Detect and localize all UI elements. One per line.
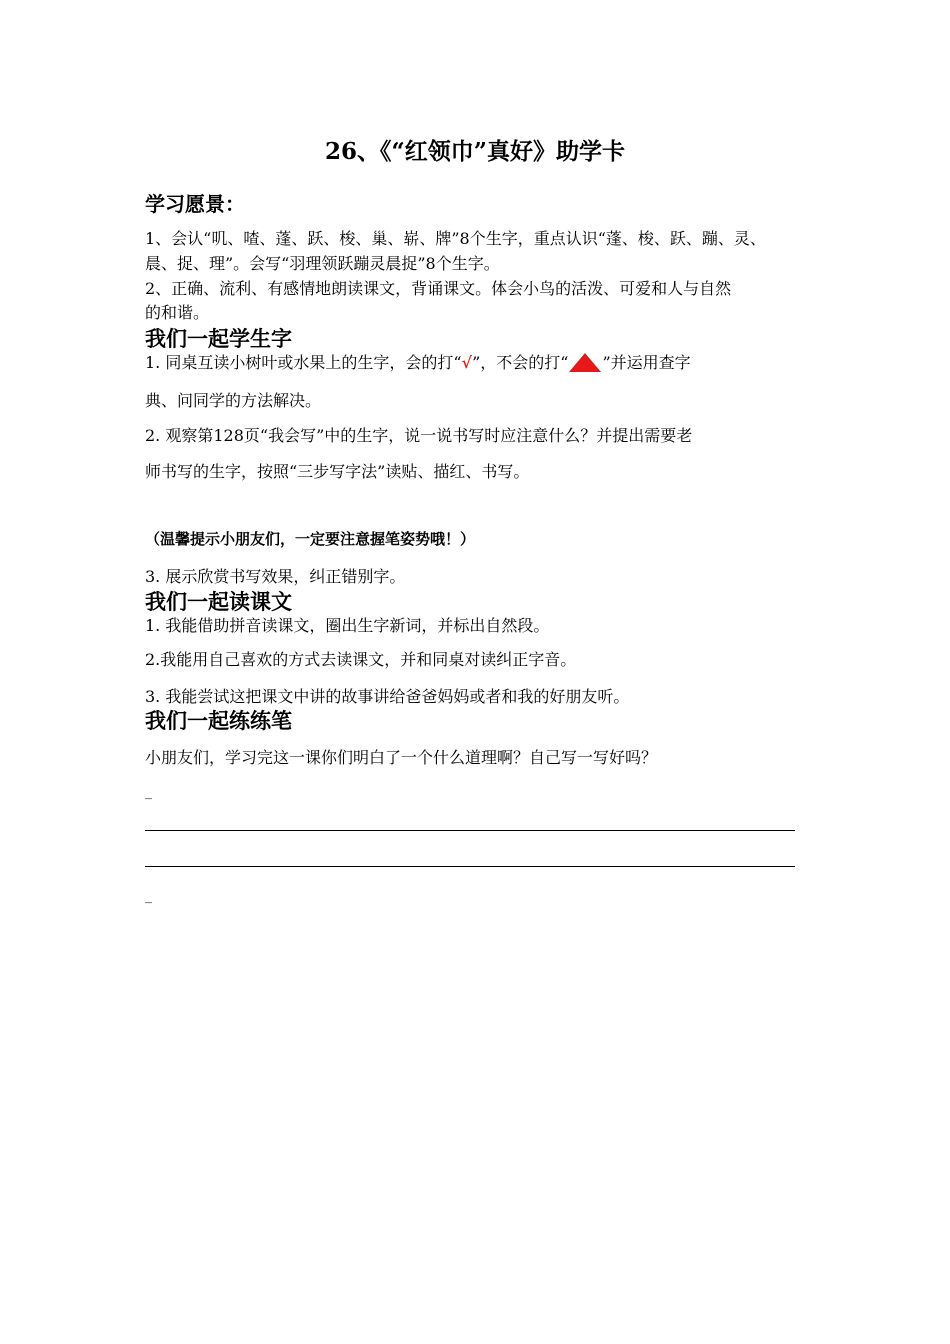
learn-item-2-line-2: 师书写的生字，按照“三步写字法”读贴、描红、书写。 <box>145 462 530 481</box>
page-title: 26、《“红领巾”真好》助学卡 <box>325 138 625 165</box>
read-item-3: 3. 我能尝试这把课文中讲的故事讲给爸爸妈妈或者和我的好朋友听。 <box>145 687 630 706</box>
check-mark-icon: √ <box>461 353 473 372</box>
goals-line-4: 的和谐。 <box>145 303 210 322</box>
red-triangle-icon <box>568 351 602 373</box>
read-heading: 我们一起读课文 <box>145 590 292 614</box>
goals-line-2: 晨、捉、理”。会写“羽理领跃蹦灵晨捉”8个生字。 <box>145 254 500 273</box>
blank-dash-bottom: _ <box>145 888 152 904</box>
learn-item-1-part-a: 1. 同桌互读小树叶或水果上的生字，会的打“ <box>145 353 462 372</box>
learn-item-2-line-1: 2. 观察第128页“我会写”中的生字，说一说书写时应注意什么？并提出需要老 <box>145 426 693 445</box>
writing-line-1[interactable] <box>145 830 795 831</box>
learn-heading: 我们一起学生字 <box>145 327 292 351</box>
learn-item-1 <box>145 350 691 373</box>
read-item-2: 2.我能用自己喜欢的方式去读课文，并和同桌对读纠正字音。 <box>145 650 577 669</box>
goals-line-1: 1、会认“叽、喳、蓬、跃、梭、巢、崭、牌”8个生字，重点认识“蓬、梭、跃、蹦、灵、 <box>145 229 766 248</box>
goals-line-3: 2、正确、流利、有感情地朗读课文，背诵课文。体会小鸟的活泼、可爱和人与自然 <box>145 279 732 298</box>
goals-heading: 学习愿景： <box>145 192 245 216</box>
practice-heading: 我们一起练练笔 <box>145 709 292 733</box>
writing-tip: （温馨提示小朋友们，一定要注意握笔姿势哦！） <box>145 530 476 548</box>
blank-dash-top: _ <box>145 784 152 800</box>
learn-item-1-line-2: 典、问同学的方法解决。 <box>145 391 322 410</box>
learn-item-1-part-c: ”并运用查字 <box>602 353 691 372</box>
practice-prompt: 小朋友们，学习完这一课你们明白了一个什么道理啊？自己写一写好吗？ <box>145 748 658 767</box>
learn-item-1-part-b: ”，不会的打“ <box>472 353 569 372</box>
read-item-1: 1. 我能借助拼音读课文，圈出生字新词，并标出自然段。 <box>145 616 550 635</box>
writing-line-2[interactable] <box>145 866 795 867</box>
learn-item-3: 3. 展示欣赏书写效果，纠正错别字。 <box>145 567 406 586</box>
